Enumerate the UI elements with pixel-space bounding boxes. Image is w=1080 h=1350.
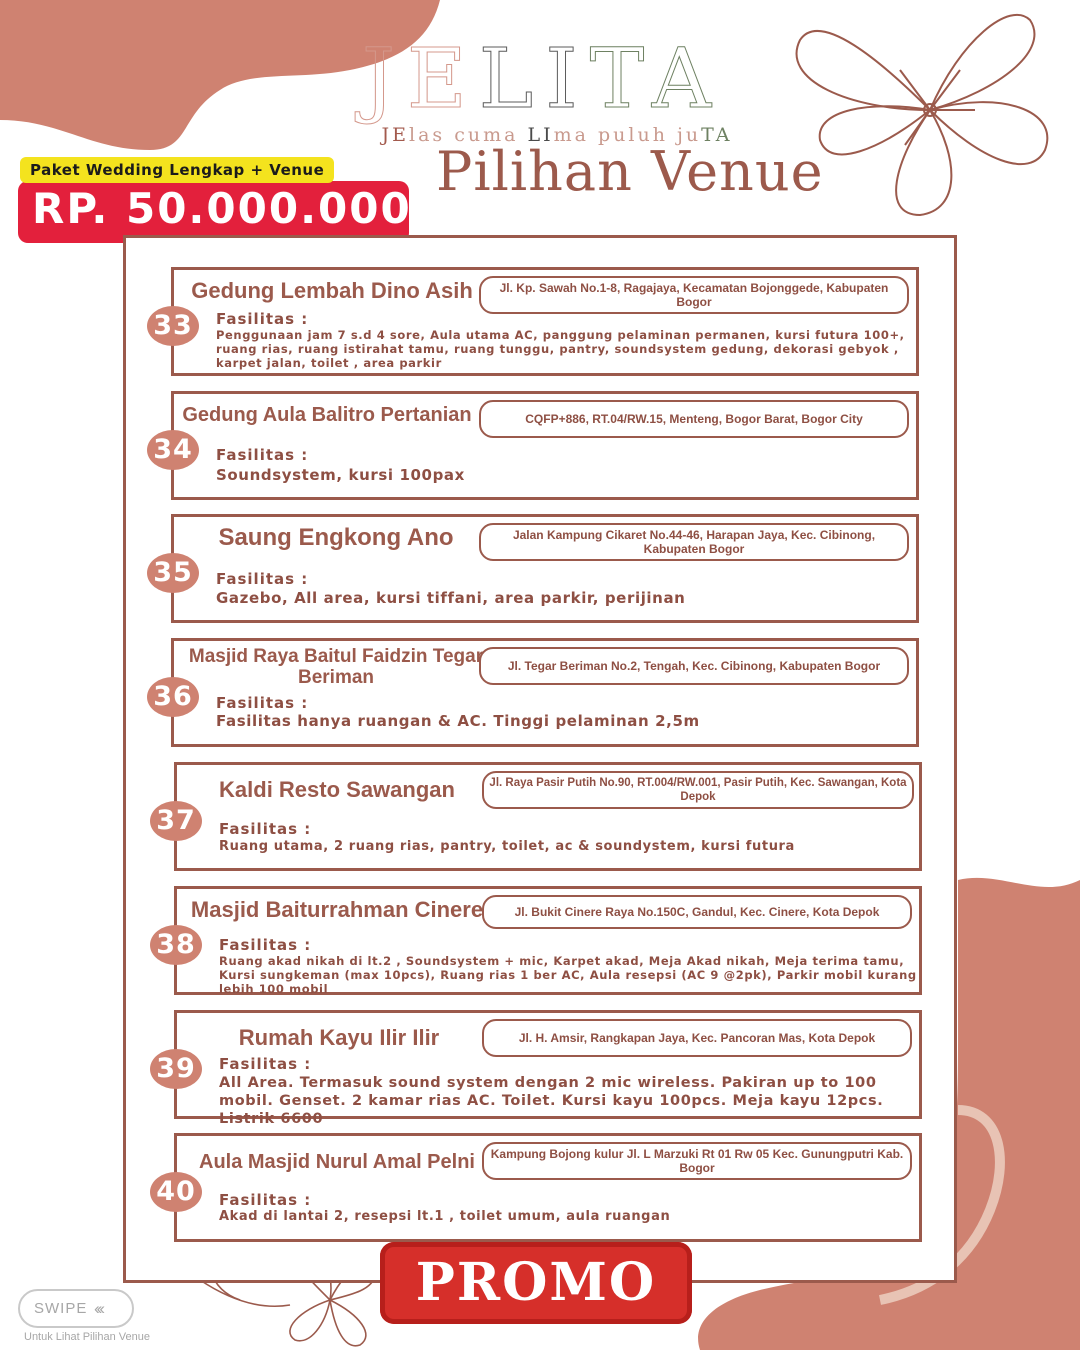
flower-icon bbox=[797, 15, 1048, 215]
facilities-label: Fasilitas : bbox=[216, 310, 309, 328]
venue-card-40 bbox=[156, 1133, 922, 1242]
venue-number-badge: 36 bbox=[147, 677, 199, 717]
venue-number-badge: 38 bbox=[150, 925, 202, 965]
venue-address: Jl. Kp. Sawah No.1-8, Ragajaya, Kecamatan Bojonggede, Kabupaten Bogor bbox=[479, 276, 909, 314]
brand-letter: L bbox=[478, 32, 546, 127]
venue-number-badge: 33 bbox=[147, 306, 199, 346]
venue-name: Aula Masjid Nurul Amal Pelni bbox=[199, 1151, 475, 1173]
venue-facilities: Soundsystem, kursi 100pax bbox=[216, 466, 465, 484]
page-title: Pilihan Venue bbox=[436, 140, 824, 203]
venue-number-badge: 34 bbox=[147, 430, 199, 470]
brand-letter: A bbox=[651, 32, 724, 127]
swipe-caption: Untuk Lihat Pilihan Venue bbox=[24, 1331, 150, 1343]
venue-address: Jl. Raya Pasir Putih No.90, RT.004/RW.001, Pasir Putih, Kec. Sawangan, Kota Depok bbox=[482, 771, 914, 809]
promo-stamp: PROMO bbox=[380, 1242, 692, 1324]
venue-facilities: Gazebo, All area, kursi tiffani, area parkir, perijinan bbox=[216, 589, 686, 607]
venue-name: Gedung Aula Balitro Pertanian bbox=[182, 404, 472, 426]
venue-facilities: Ruang utama, 2 ruang rias, pantry, toilet, ac & soundystem, kursi futura bbox=[219, 839, 795, 854]
venue-facilities: Penggunaan jam 7 s.d 4 sore, Aula utama AC, panggung pelaminan permanen, kursi futura 100+, ruang rias, ruang istirahat tamu, ruang tunggu, pantry, soundsystem gedung, dekorasi gebyok , karpet jalan, toilet , area parkir bbox=[216, 328, 905, 370]
venue-address: Jl. H. Amsir, Rangkapan Jaya, Kec. Pancoran Mas, Kota Depok bbox=[482, 1019, 912, 1057]
venue-number-badge: 39 bbox=[150, 1049, 202, 1089]
venue-name: Masjid Baiturrahman Cinere bbox=[190, 897, 484, 922]
venue-card-39 bbox=[156, 1010, 922, 1127]
facilities-label: Fasilitas : bbox=[219, 1191, 312, 1209]
venue-card-34 bbox=[153, 391, 919, 500]
price-badge: RP. 50.000.000 bbox=[18, 181, 409, 243]
venue-name: Masjid Raya Baitul Faidzin Tegar Beriman bbox=[188, 646, 484, 688]
venue-name: Rumah Kayu Ilir Ilir bbox=[238, 1025, 440, 1050]
brand-logo bbox=[362, 32, 752, 127]
venue-facilities: All Area. Termasuk sound system dengan 2 mic wireless. Pakiran up to 100 mobil. Genset. 2 kamar rias AC. Toilet. Kursi kayu 100pcs. Meja kayu 12pcs. Listrik 6600 bbox=[219, 1075, 884, 1127]
chevron-left-icon: ‹‹‹ bbox=[94, 1299, 102, 1318]
venue-name: Saung Engkong Ano bbox=[218, 524, 454, 551]
venue-facilities: Ruang akad nikah di lt.2 , Soundsystem + mic, Karpet akad, Meja Akad nikah, Meja terima tamu, Kursi sungkeman (max 10pcs), Ruang rias 1 ber AC, Aula resepsi (AC 9 @2pk), Parkir mobil kurang lebih 100 mobil bbox=[219, 954, 917, 996]
venue-facilities: Akad di lantai 2, resepsi lt.1 , toilet umum, aula ruangan bbox=[219, 1209, 671, 1224]
venue-address: Jl. Bukit Cinere Raya No.150C, Gandul, Kec. Cinere, Kota Depok bbox=[482, 895, 912, 929]
facilities-label: Fasilitas : bbox=[216, 446, 309, 464]
venue-card-36 bbox=[153, 638, 919, 747]
venue-name: Kaldi Resto Sawangan bbox=[219, 777, 455, 802]
venue-address: CQFP+886, RT.04/RW.15, Menteng, Bogor Barat, Bogor City bbox=[479, 400, 909, 438]
venue-name: Gedung Lembah Dino Asih bbox=[191, 278, 473, 303]
facilities-label: Fasilitas : bbox=[216, 570, 309, 588]
facilities-label: Fasilitas : bbox=[219, 820, 312, 838]
venue-address: Jl. Tegar Beriman No.2, Tengah, Kec. Cibinong, Kabupaten Bogor bbox=[479, 647, 909, 685]
brand-letter: E bbox=[406, 32, 479, 127]
brand-letter: T bbox=[589, 32, 652, 127]
venue-card-38 bbox=[156, 886, 922, 996]
swipe-label: SWIPE bbox=[34, 1300, 88, 1317]
brand-letter: J bbox=[362, 32, 407, 127]
facilities-label: Fasilitas : bbox=[219, 936, 312, 954]
venue-number-badge: 37 bbox=[150, 801, 202, 841]
venue-number-badge: 40 bbox=[150, 1172, 202, 1212]
venue-facilities: Fasilitas hanya ruangan & AC. Tinggi pelaminan 2,5m bbox=[216, 712, 700, 730]
brand-letter: I bbox=[545, 32, 590, 127]
facilities-label: Fasilitas : bbox=[216, 694, 309, 712]
venue-number-badge: 35 bbox=[147, 553, 199, 593]
venue-address: Jalan Kampung Cikaret No.44-46, Harapan Jaya, Kec. Cibinong, Kabupaten Bogor bbox=[479, 523, 909, 561]
package-tag: Paket Wedding Lengkap + Venue bbox=[20, 157, 334, 183]
facilities-label: Fasilitas : bbox=[219, 1055, 312, 1073]
brand-tagline: JElas cuma LIma puluh juTA bbox=[381, 124, 733, 146]
venue-card-37 bbox=[156, 762, 922, 871]
swipe-button[interactable] bbox=[18, 1289, 134, 1328]
venue-card-35 bbox=[153, 514, 919, 623]
venue-address: Kampung Bojong kulur Jl. L Marzuki Rt 01 Rw 05 Kec. Gunungputri Kab. Bogor bbox=[482, 1142, 912, 1180]
venue-card-33 bbox=[153, 267, 919, 376]
